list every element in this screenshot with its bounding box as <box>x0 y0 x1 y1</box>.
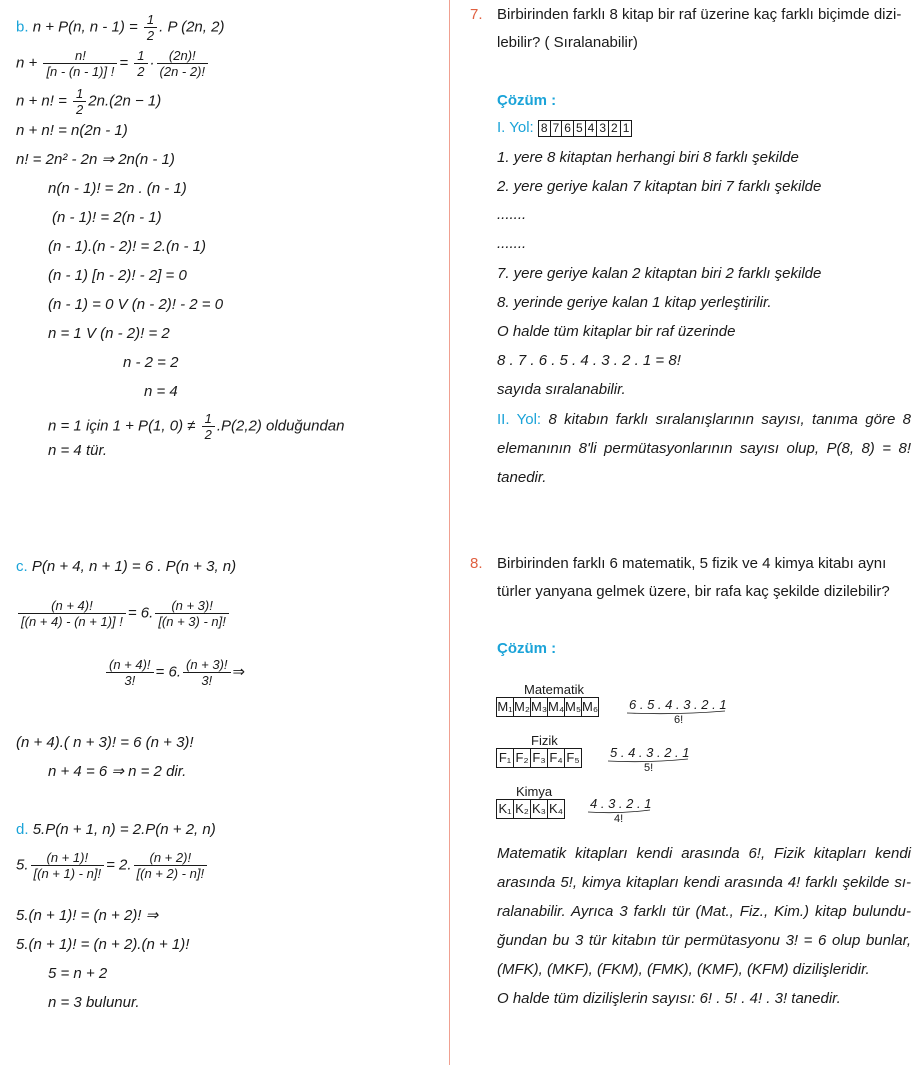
chemistry-sequence: 4 . 3 . 2 . 1 <box>590 796 652 811</box>
part-d-line-5: 5 = n + 2 <box>48 965 108 982</box>
question-8-explanation: Matematik kitapları kendi arasında 6!, Fizik kitapları kendi arasında 5!, kimya kitapları kendi arasında 4! farklı şekilde sı- ralanabilir. Ayrıca 3 farklı tür (Mat., Fiz., Kim.) kitap bulundu- ğundan bu 3 tür kitabın tür permütasyonu 3! = 6 olup bunlar, (MFK), (MKF), (FKM), (FMK), (KMF), (KFM) dizilişleridir. O halde tüm dizilişlerin sayısı: 6! . 5! . 4! . 3! tanedir. <box>497 845 911 1007</box>
part-b-line-3: n + n! = $\frac{1}{2}$ 2n.(2n − 1) <box>16 86 162 117</box>
part-b-line-8: (n - 1).(n - 2)! = 2.(n - 1) <box>48 238 206 255</box>
shelf-box-3: 6 <box>562 121 574 136</box>
part-c-line-1: c. P(n + 4, n + 1) = 6 . P(n + 3, n) <box>16 558 237 575</box>
question-7-result: sayıda sıralanabilir. <box>497 381 626 398</box>
question-7-ellipsis-2: ....... <box>497 235 527 252</box>
question-7-yol-1: I. Yol: 8 7 6 5 4 3 2 1 <box>497 119 632 137</box>
math-sequence: 6 . 5 . 4 . 3 . 2 . 1 <box>629 697 727 712</box>
question-7-product: 8 . 7 . 6 . 5 . 4 . 3 . 2 . 1 = 8! <box>497 352 681 369</box>
part-d-line-4: 5.(n + 1)! = (n + 2).(n + 1)! <box>16 936 190 953</box>
part-b-line-15: n = 4 tür. <box>48 442 108 459</box>
shelf-box-1: 8 <box>539 121 551 136</box>
physics-sequence: 5 . 4 . 3 . 2 . 1 <box>610 745 690 760</box>
question-7-ellipsis-1: ....... <box>497 206 527 223</box>
question-7-conclusion: O halde tüm kitaplar bir raf üzerinde <box>497 323 736 340</box>
part-d-line-2: 5. $\frac{(n + 1)!}{[(n + 1) - n]!}$ = 2. $\frac{(n + 2)!}{[(n + 2) - n]!}$ <box>16 850 209 881</box>
question-7-number: 7. <box>470 6 483 23</box>
chemistry-cells: K₁ K₂ K₃ K₄ <box>496 799 565 819</box>
question-7-solution-heading: Çözüm : <box>497 92 557 109</box>
column-divider <box>449 0 450 1065</box>
question-7-text-line-1: Birbirinden farklı 8 kitap bir raf üzerine kaç farklı biçimde dizi- <box>497 6 902 23</box>
part-d-line-1: d. 5.P(n + 1, n) = 2.P(n + 2, n) <box>16 821 216 838</box>
question-7-box-row <box>538 120 633 137</box>
part-d-label: d. <box>16 821 29 838</box>
shelf-box-6: 3 <box>597 121 609 136</box>
question-7-step-2: 2. yere geriye kalan 7 kitaptan biri 7 farklı şekilde <box>497 178 822 195</box>
question-8-text-line-2: türler yanyana gelmek üzere, bir rafa kaç şekilde dizilebilir? <box>497 583 890 600</box>
part-b-line-12: n - 2 = 2 <box>123 354 179 371</box>
question-8-text-line-1: Birbirinden farklı 6 matematik, 5 fizik ve 4 kimya kitabı aynı <box>497 555 887 572</box>
physics-group-label: Fizik <box>531 733 558 748</box>
part-b-label: b. <box>16 18 29 36</box>
part-b-line-5: n! = 2n² - 2n ⇒ 2n(n - 1) <box>16 151 175 168</box>
chemistry-group-label: Kimya <box>516 784 553 799</box>
part-c-line-5: n + 4 = 6 ⇒ n = 2 dir. <box>48 763 187 780</box>
part-c-line-4: (n + 4).( n + 3)! = 6 (n + 3)! <box>16 734 194 751</box>
question-7-step-1: 1. yere 8 kitaptan herhangi biri 8 farklı şekilde <box>497 149 799 166</box>
part-b-line-7: (n - 1)! = 2(n - 1) <box>52 209 162 226</box>
part-b-line-10: (n - 1) = 0 V (n - 2)! - 2 = 0 <box>48 296 224 313</box>
question-7-step-7: 7. yere geriye kalan 2 kitaptan biri 2 farklı şekilde <box>497 265 822 282</box>
shelf-box-8: 1 <box>622 120 630 135</box>
question-8-solution-heading: Çözüm : <box>497 640 557 657</box>
part-b-line-6: n(n - 1)! = 2n . (n - 1) <box>48 180 187 197</box>
shelf-box-7: 2 <box>609 121 621 136</box>
part-b-line-14: n = 1 için 1 + P(1, 0) ≠ $\frac{1}{2}$ .P(2,2) olduğundan <box>48 411 345 442</box>
part-d-line-6: n = 3 bulunur. <box>48 994 140 1011</box>
physics-cells: F₁ F₂ F₃ F₄ F₅ <box>496 748 582 768</box>
math-group-label: Matematik <box>524 682 584 697</box>
part-c-line-3: $\frac{(n + 4)!}{3!}$ = 6. $\frac{(n + 3)!}{3!}$ ⇒ <box>104 657 245 688</box>
question-8-number: 8. <box>470 555 483 572</box>
part-b-line-4: n + n! = n(2n - 1) <box>16 122 128 139</box>
chemistry-factorial: 4! <box>614 813 624 825</box>
question-7-step-8: 8. yerinde geriye kalan 1 kitap yerleştirilir. <box>497 294 772 311</box>
part-c-line-2: $\frac{(n + 4)!}{[(n + 4) - (n + 1)] !}$ = 6. $\frac{(n + 3)!}{[(n + 3) - n]!}$ <box>16 598 231 629</box>
physics-factorial: 5! <box>644 762 654 774</box>
part-b-line-9: (n - 1) [n - 2)! - 2] = 0 <box>48 267 187 284</box>
shelf-box-4: 5 <box>574 121 586 136</box>
math-cells: M₁ M₂ M₃ M₄ M₅ M₆ <box>496 697 599 717</box>
part-b-line-11: n = 1 V (n - 2)! = 2 <box>48 325 170 342</box>
part-b-line-2: n + $\frac{n!}{[n - (n - 1)] !}$ = $\frac{1}{2}$ · $\frac{(2n)!}{(2n - 2)!}$ <box>16 48 210 79</box>
question-7-yol-2: II. Yol: 8 kitabın farklı sıralanışlarının sayısı, tanıma göre 8 elemanının 8'li permütasyonlarının sayısı olup, P(8, 8) = 8! tanedir. <box>497 411 912 486</box>
part-d-line-3: 5.(n + 1)! = (n + 2)! ⇒ <box>16 907 159 924</box>
part-c-label: c. <box>16 558 28 575</box>
part-b-line-1: b. n + P(n, n - 1) = $\frac{1}{2}$ . P (2n, 2) <box>16 12 225 43</box>
math-factorial: 6! <box>674 714 684 726</box>
question-7-text-line-2: lebilir? ( Sıralanabilir) <box>497 34 638 51</box>
part-b-line-13: n = 4 <box>144 383 178 400</box>
shelf-box-5: 4 <box>586 121 598 136</box>
shelf-box-2: 7 <box>551 121 563 136</box>
